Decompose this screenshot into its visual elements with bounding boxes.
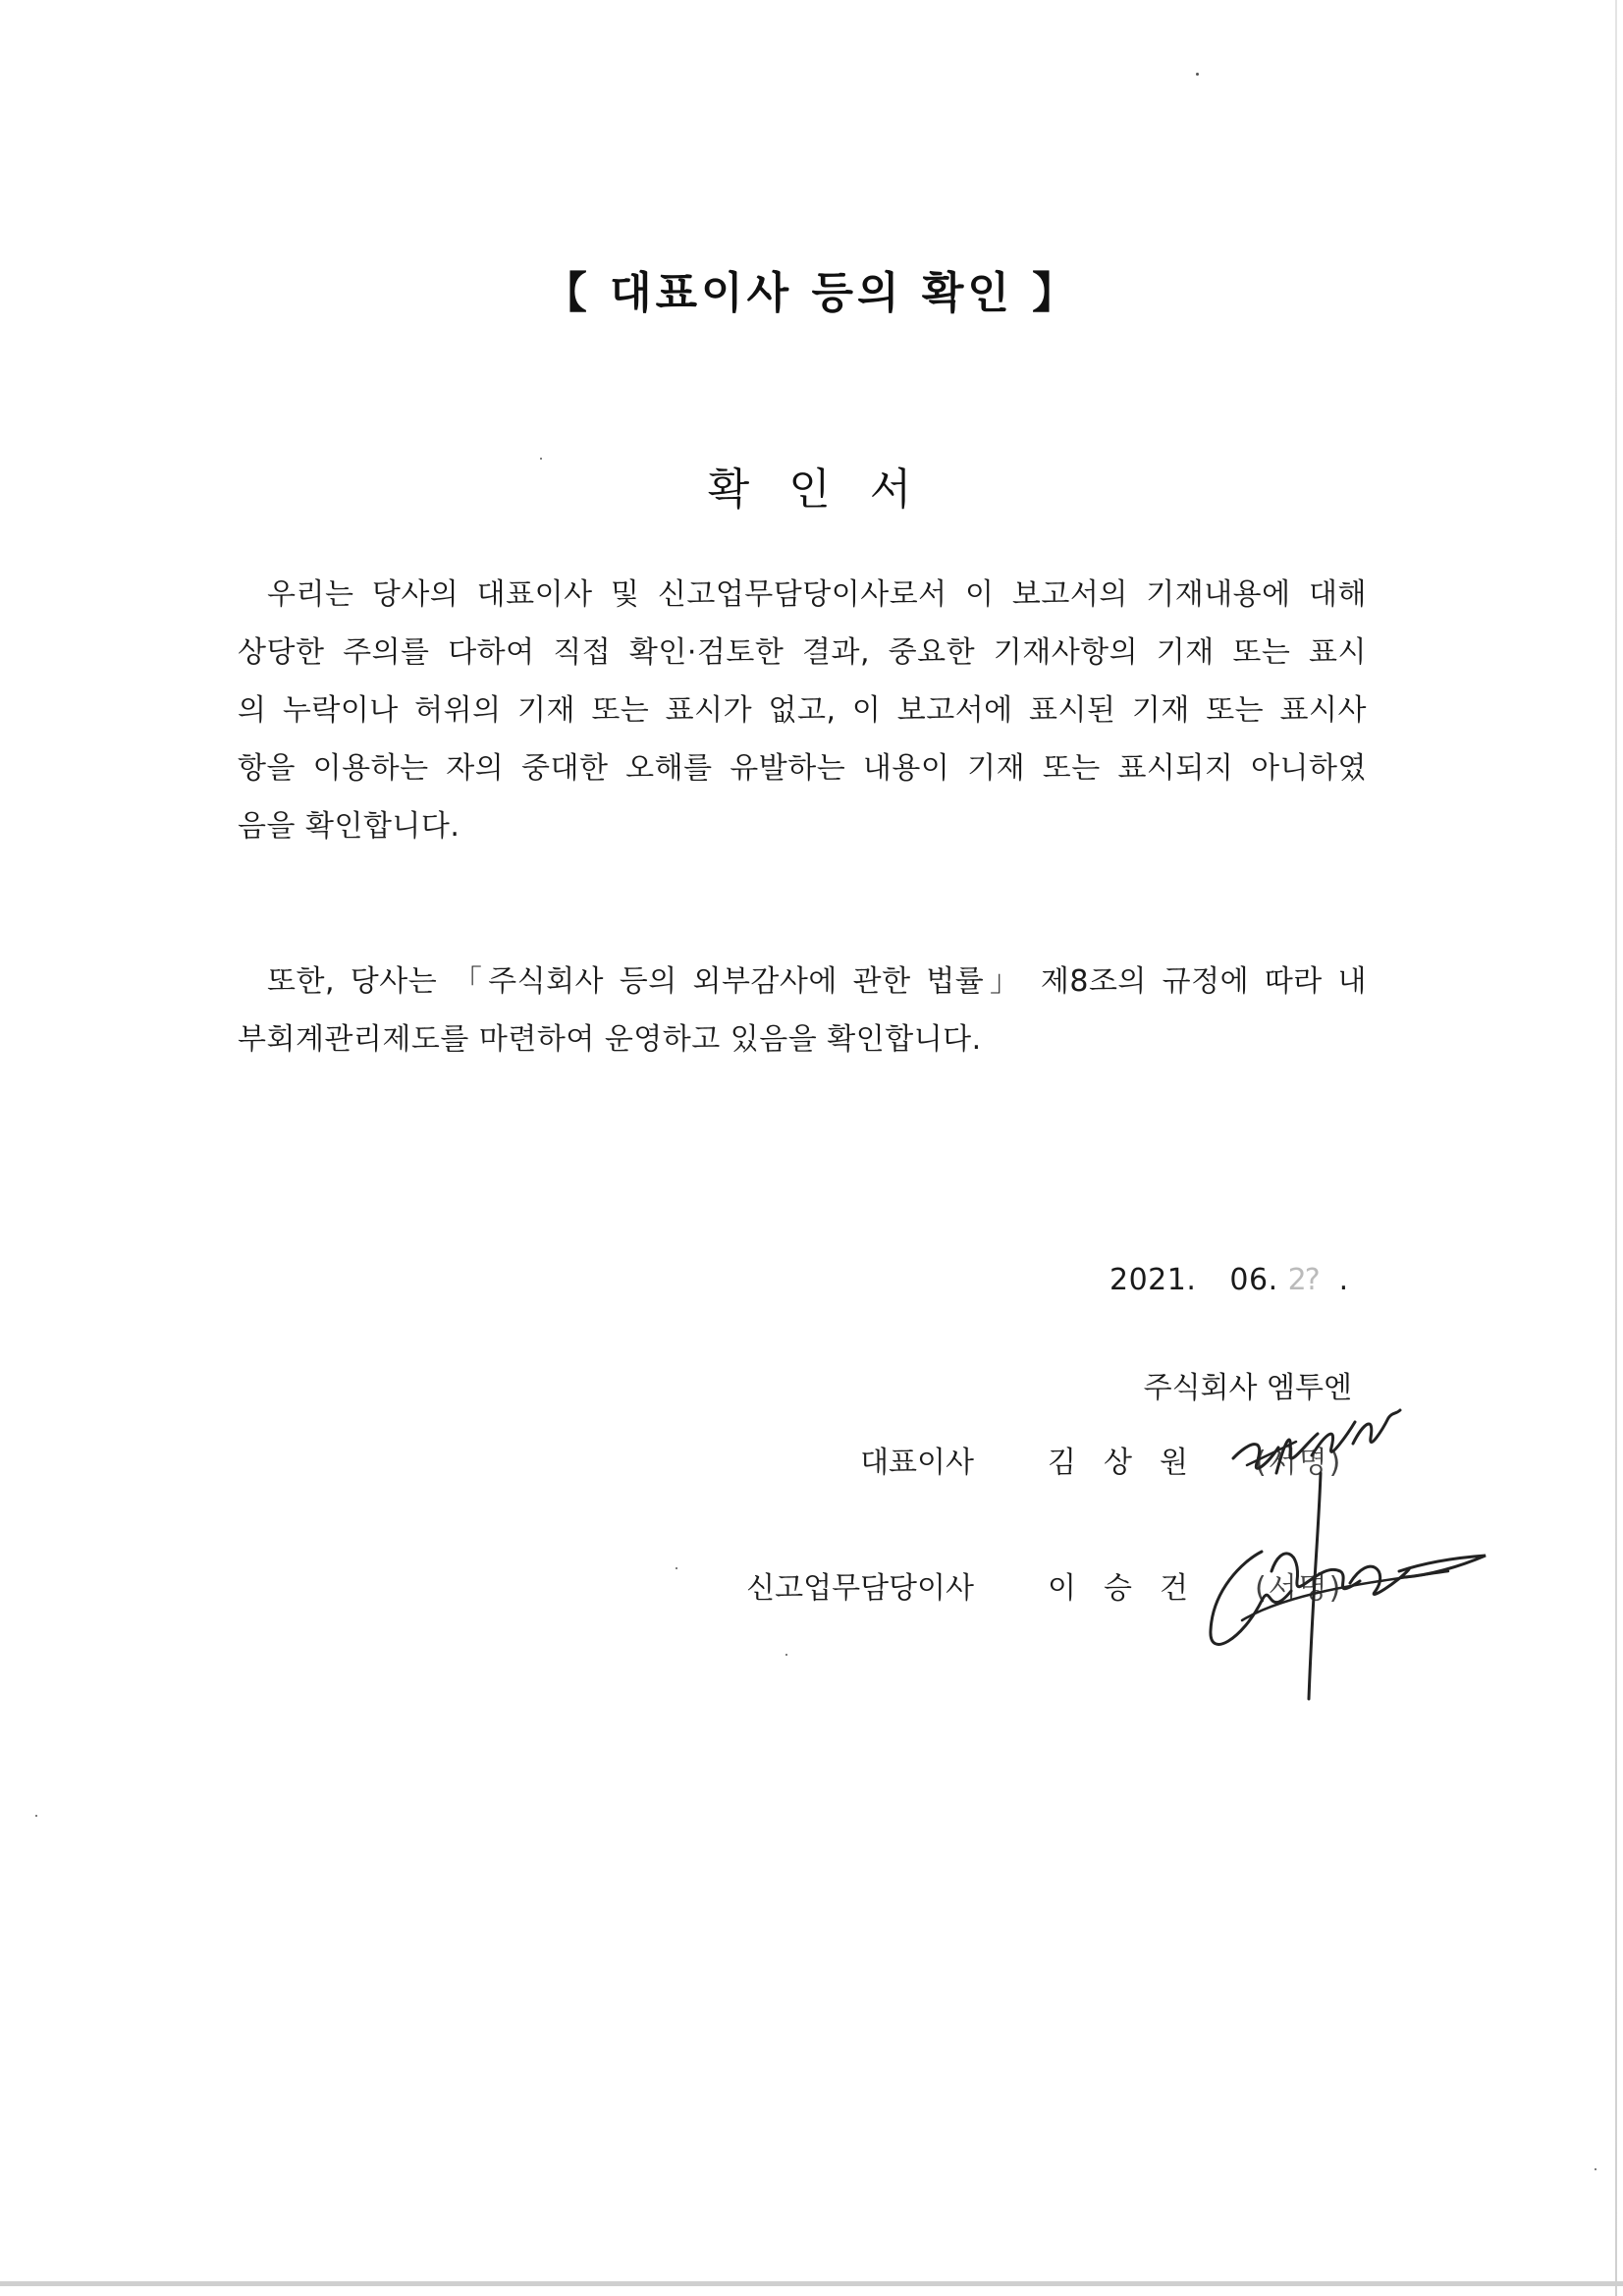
paragraph-line: 우리는 당사의 대표이사 및 신고업무담당이사로서 이 보고서의 기재내용에 대해 [267,577,1367,612]
signatory-name: 김상원 [1048,1446,1216,1480]
subtitle-char: 서 [869,465,916,515]
signatory-role: 대표이사 [860,1446,974,1480]
paragraph-line: 또한, 당사는 「주식회사 등의 외부감사에 관한 법률」 제8조의 규정에 따라 내 [267,964,1367,999]
seal-label: (서명) [1255,1571,1343,1606]
scan-speck [1196,73,1199,76]
paragraph-line: 의 누락이나 허위의 기재 또는 표시가 없고, 이 보고서에 표시된 기재 또는 표시사 [238,693,1367,728]
seal-label: (서명) [1255,1446,1343,1480]
internal-control-paragraph [238,953,1367,1068]
scan-edge-bottom [0,2281,1623,2286]
paragraph-line: 부회계관리제도를 마련하여 운영하고 있음을 확인합니다. [238,1022,982,1057]
handwritten-signature-reporting-officer [1203,1473,1488,1709]
scan-edge-right [1615,0,1617,2296]
paragraph-line: 항을 이용하는 자의 중대한 오해를 유발하는 내용이 기재 또는 표시되지 아니하였 [238,751,1367,786]
paragraph-line: 상당한 주의를 다하여 직접 확인·검토한 결과, 중요한 기재사항의 기재 또는 표시 [238,635,1367,670]
date-year: 2021. [1109,1263,1197,1297]
date-day: 2? [1287,1263,1319,1297]
paragraph-line: 음을 확인합니다. [238,809,460,844]
scan-speck [1595,2168,1596,2170]
date-end: . [1338,1263,1349,1297]
scan-speck [785,1654,787,1656]
document-date [1109,1263,1349,1297]
document-heading: 【 대표이사 등의 확인 】 [543,268,1080,318]
subtitle-char: 인 [788,465,835,515]
subtitle-char: 확 [707,465,754,515]
scan-speck [35,1815,37,1817]
document-subtitle [0,454,1623,517]
signatory-name: 이승건 [1048,1571,1216,1606]
company-name: 주식회사 엠투엔 [1143,1371,1352,1405]
date-month: 06. [1229,1263,1278,1297]
confirmation-paragraph [238,566,1367,855]
signatory-role: 신고업무담당이사 [746,1571,974,1606]
